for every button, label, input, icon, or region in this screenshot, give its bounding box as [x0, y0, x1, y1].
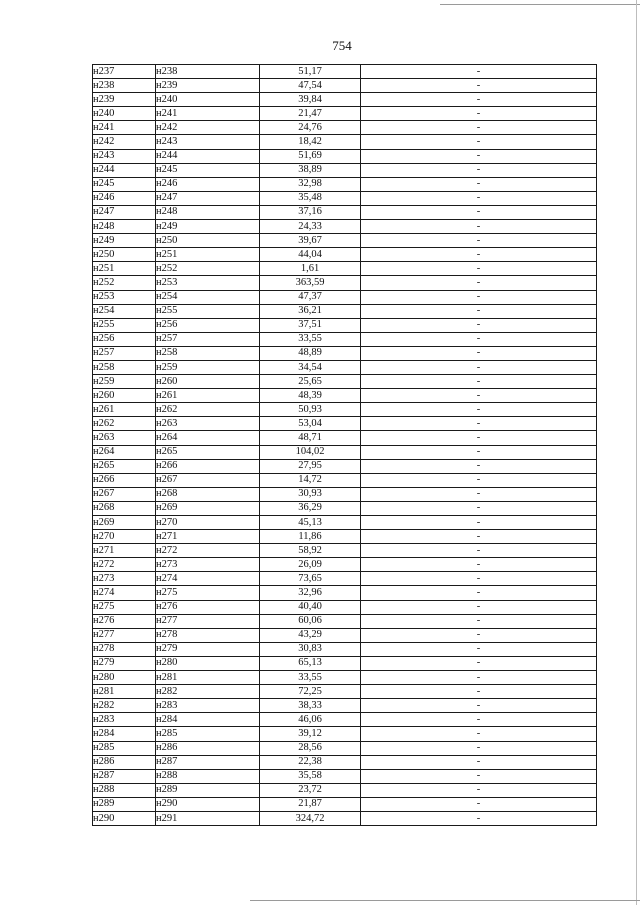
from-point-cell: н275: [93, 600, 156, 614]
length-cell: 11,86: [260, 530, 361, 544]
table-row: [93, 304, 597, 318]
to-point-cell: н255: [156, 304, 260, 318]
to-point-cell: н269: [156, 501, 260, 515]
length-cell: 60,06: [260, 614, 361, 628]
length-cell: 47,54: [260, 79, 361, 93]
to-point-cell: н261: [156, 389, 260, 403]
table-row: [93, 107, 597, 121]
to-point-cell: н253: [156, 276, 260, 290]
length-cell: 46,06: [260, 713, 361, 727]
table-row: [93, 431, 597, 445]
length-cell: 18,42: [260, 135, 361, 149]
table-row: [93, 501, 597, 515]
to-point-cell: н275: [156, 586, 260, 600]
to-point-cell: н248: [156, 205, 260, 219]
from-point-cell: н241: [93, 121, 156, 135]
length-cell: 37,51: [260, 318, 361, 332]
length-cell: 48,89: [260, 346, 361, 360]
table-row: [93, 797, 597, 811]
page-number: 754: [332, 38, 352, 53]
table-row: [93, 783, 597, 797]
table-row: [93, 727, 597, 741]
from-point-cell: н239: [93, 93, 156, 107]
from-point-cell: н259: [93, 375, 156, 389]
note-cell: -: [361, 586, 597, 600]
from-point-cell: н267: [93, 487, 156, 501]
from-point-cell: н237: [93, 65, 156, 79]
note-cell: -: [361, 304, 597, 318]
length-cell: 47,37: [260, 290, 361, 304]
length-cell: 21,47: [260, 107, 361, 121]
note-cell: -: [361, 544, 597, 558]
to-point-cell: н260: [156, 375, 260, 389]
table-row: [93, 220, 597, 234]
table-row: [93, 671, 597, 685]
length-cell: 53,04: [260, 417, 361, 431]
length-cell: 48,71: [260, 431, 361, 445]
note-cell: -: [361, 783, 597, 797]
table-row: [93, 65, 597, 79]
table-row: [93, 642, 597, 656]
note-cell: -: [361, 558, 597, 572]
table-row: [93, 614, 597, 628]
table-row: [93, 741, 597, 755]
note-cell: -: [361, 685, 597, 699]
from-point-cell: н247: [93, 205, 156, 219]
to-point-cell: н271: [156, 530, 260, 544]
length-cell: 51,17: [260, 65, 361, 79]
to-point-cell: н252: [156, 262, 260, 276]
to-point-cell: н283: [156, 699, 260, 713]
table-row: [93, 811, 597, 825]
length-cell: 25,65: [260, 375, 361, 389]
from-point-cell: н268: [93, 501, 156, 515]
length-cell: 30,83: [260, 642, 361, 656]
table-row: [93, 586, 597, 600]
to-point-cell: н288: [156, 769, 260, 783]
note-cell: -: [361, 360, 597, 374]
length-cell: 39,84: [260, 93, 361, 107]
note-cell: -: [361, 163, 597, 177]
table-row: [93, 769, 597, 783]
note-cell: -: [361, 107, 597, 121]
length-cell: 104,02: [260, 445, 361, 459]
table-row: [93, 600, 597, 614]
to-point-cell: н279: [156, 642, 260, 656]
length-cell: 39,12: [260, 727, 361, 741]
note-cell: -: [361, 318, 597, 332]
note-cell: -: [361, 220, 597, 234]
length-cell: 21,87: [260, 797, 361, 811]
from-point-cell: н280: [93, 671, 156, 685]
from-point-cell: н240: [93, 107, 156, 121]
table-row: [93, 276, 597, 290]
length-cell: 324,72: [260, 811, 361, 825]
from-point-cell: н284: [93, 727, 156, 741]
from-point-cell: н256: [93, 332, 156, 346]
to-point-cell: н243: [156, 135, 260, 149]
to-point-cell: н291: [156, 811, 260, 825]
to-point-cell: н273: [156, 558, 260, 572]
length-cell: 24,33: [260, 220, 361, 234]
from-point-cell: н243: [93, 149, 156, 163]
to-point-cell: н244: [156, 149, 260, 163]
note-cell: -: [361, 445, 597, 459]
length-cell: 35,48: [260, 191, 361, 205]
to-point-cell: н272: [156, 544, 260, 558]
note-cell: -: [361, 501, 597, 515]
from-point-cell: н287: [93, 769, 156, 783]
table-row: [93, 191, 597, 205]
note-cell: -: [361, 290, 597, 304]
to-point-cell: н266: [156, 459, 260, 473]
length-cell: 34,54: [260, 360, 361, 374]
length-cell: 36,29: [260, 501, 361, 515]
length-cell: 48,39: [260, 389, 361, 403]
table-row: [93, 403, 597, 417]
note-cell: -: [361, 375, 597, 389]
to-point-cell: н263: [156, 417, 260, 431]
note-cell: -: [361, 248, 597, 262]
to-point-cell: н242: [156, 121, 260, 135]
from-point-cell: н257: [93, 346, 156, 360]
length-cell: 33,55: [260, 671, 361, 685]
from-point-cell: н253: [93, 290, 156, 304]
table-row: [93, 248, 597, 262]
from-point-cell: н260: [93, 389, 156, 403]
from-point-cell: н277: [93, 628, 156, 642]
to-point-cell: н278: [156, 628, 260, 642]
note-cell: -: [361, 431, 597, 445]
from-point-cell: н290: [93, 811, 156, 825]
length-cell: 24,76: [260, 121, 361, 135]
table-row: [93, 487, 597, 501]
length-cell: 22,38: [260, 755, 361, 769]
table-body: [93, 65, 597, 826]
note-cell: -: [361, 417, 597, 431]
from-point-cell: н282: [93, 699, 156, 713]
from-point-cell: н254: [93, 304, 156, 318]
length-cell: 45,13: [260, 516, 361, 530]
table-row: [93, 516, 597, 530]
from-point-cell: н248: [93, 220, 156, 234]
table-row: [93, 135, 597, 149]
table-row: [93, 375, 597, 389]
table-row: [93, 290, 597, 304]
to-point-cell: н259: [156, 360, 260, 374]
from-point-cell: н283: [93, 713, 156, 727]
table-row: [93, 177, 597, 191]
note-cell: -: [361, 699, 597, 713]
to-point-cell: н284: [156, 713, 260, 727]
to-point-cell: н254: [156, 290, 260, 304]
length-cell: 51,69: [260, 149, 361, 163]
table-row: [93, 121, 597, 135]
scan-edge-top: [440, 4, 640, 5]
to-point-cell: н258: [156, 346, 260, 360]
note-cell: -: [361, 121, 597, 135]
note-cell: -: [361, 755, 597, 769]
table-row: [93, 755, 597, 769]
boundary-points-table: [92, 64, 597, 826]
from-point-cell: н242: [93, 135, 156, 149]
from-point-cell: н252: [93, 276, 156, 290]
length-cell: 37,16: [260, 205, 361, 219]
length-cell: 73,65: [260, 572, 361, 586]
table-row: [93, 149, 597, 163]
table-row: [93, 685, 597, 699]
length-cell: 32,98: [260, 177, 361, 191]
to-point-cell: н251: [156, 248, 260, 262]
note-cell: -: [361, 516, 597, 530]
to-point-cell: н239: [156, 79, 260, 93]
table-row: [93, 205, 597, 219]
note-cell: -: [361, 262, 597, 276]
length-cell: 14,72: [260, 473, 361, 487]
from-point-cell: н238: [93, 79, 156, 93]
to-point-cell: н287: [156, 755, 260, 769]
from-point-cell: н288: [93, 783, 156, 797]
from-point-cell: н261: [93, 403, 156, 417]
from-point-cell: н279: [93, 656, 156, 670]
to-point-cell: н282: [156, 685, 260, 699]
note-cell: -: [361, 346, 597, 360]
length-cell: 43,29: [260, 628, 361, 642]
length-cell: 58,92: [260, 544, 361, 558]
from-point-cell: н286: [93, 755, 156, 769]
to-point-cell: н238: [156, 65, 260, 79]
to-point-cell: н256: [156, 318, 260, 332]
from-point-cell: н251: [93, 262, 156, 276]
table-row: [93, 628, 597, 642]
length-cell: 26,09: [260, 558, 361, 572]
note-cell: -: [361, 459, 597, 473]
to-point-cell: н289: [156, 783, 260, 797]
to-point-cell: н257: [156, 332, 260, 346]
note-cell: -: [361, 769, 597, 783]
note-cell: -: [361, 713, 597, 727]
table-row: [93, 417, 597, 431]
from-point-cell: н263: [93, 431, 156, 445]
note-cell: -: [361, 572, 597, 586]
note-cell: -: [361, 389, 597, 403]
note-cell: -: [361, 642, 597, 656]
to-point-cell: н246: [156, 177, 260, 191]
note-cell: -: [361, 135, 597, 149]
to-point-cell: н240: [156, 93, 260, 107]
length-cell: 44,04: [260, 248, 361, 262]
to-point-cell: н276: [156, 600, 260, 614]
table-row: [93, 389, 597, 403]
from-point-cell: н250: [93, 248, 156, 262]
table-row: [93, 360, 597, 374]
scan-edge-bottom: [250, 900, 640, 901]
note-cell: -: [361, 797, 597, 811]
from-point-cell: н265: [93, 459, 156, 473]
length-cell: 39,67: [260, 234, 361, 248]
from-point-cell: н244: [93, 163, 156, 177]
note-cell: -: [361, 600, 597, 614]
note-cell: -: [361, 403, 597, 417]
table-row: [93, 262, 597, 276]
length-cell: 27,95: [260, 459, 361, 473]
note-cell: -: [361, 614, 597, 628]
note-cell: -: [361, 727, 597, 741]
from-point-cell: н258: [93, 360, 156, 374]
to-point-cell: н247: [156, 191, 260, 205]
to-point-cell: н277: [156, 614, 260, 628]
table-row: [93, 332, 597, 346]
length-cell: 1,61: [260, 262, 361, 276]
to-point-cell: н285: [156, 727, 260, 741]
note-cell: -: [361, 530, 597, 544]
from-point-cell: н285: [93, 741, 156, 755]
table-row: [93, 346, 597, 360]
from-point-cell: н266: [93, 473, 156, 487]
from-point-cell: н272: [93, 558, 156, 572]
note-cell: -: [361, 93, 597, 107]
note-cell: -: [361, 65, 597, 79]
length-cell: 33,55: [260, 332, 361, 346]
to-point-cell: н286: [156, 741, 260, 755]
to-point-cell: н262: [156, 403, 260, 417]
from-point-cell: н274: [93, 586, 156, 600]
table-row: [93, 699, 597, 713]
from-point-cell: н278: [93, 642, 156, 656]
note-cell: -: [361, 149, 597, 163]
table-row: [93, 473, 597, 487]
note-cell: -: [361, 332, 597, 346]
to-point-cell: н249: [156, 220, 260, 234]
length-cell: 28,56: [260, 741, 361, 755]
note-cell: -: [361, 191, 597, 205]
length-cell: 38,89: [260, 163, 361, 177]
to-point-cell: н245: [156, 163, 260, 177]
length-cell: 32,96: [260, 586, 361, 600]
table-row: [93, 544, 597, 558]
from-point-cell: н271: [93, 544, 156, 558]
length-cell: 40,40: [260, 600, 361, 614]
from-point-cell: н273: [93, 572, 156, 586]
from-point-cell: н264: [93, 445, 156, 459]
length-cell: 35,58: [260, 769, 361, 783]
from-point-cell: н270: [93, 530, 156, 544]
length-cell: 36,21: [260, 304, 361, 318]
to-point-cell: н268: [156, 487, 260, 501]
from-point-cell: н289: [93, 797, 156, 811]
to-point-cell: н270: [156, 516, 260, 530]
to-point-cell: н250: [156, 234, 260, 248]
from-point-cell: н262: [93, 417, 156, 431]
note-cell: -: [361, 276, 597, 290]
table-row: [93, 530, 597, 544]
length-cell: 38,33: [260, 699, 361, 713]
from-point-cell: н245: [93, 177, 156, 191]
note-cell: -: [361, 487, 597, 501]
table-row: [93, 713, 597, 727]
to-point-cell: н267: [156, 473, 260, 487]
length-cell: 23,72: [260, 783, 361, 797]
note-cell: -: [361, 628, 597, 642]
note-cell: -: [361, 656, 597, 670]
length-cell: 30,93: [260, 487, 361, 501]
table-row: [93, 93, 597, 107]
note-cell: -: [361, 205, 597, 219]
scan-edge-right: [636, 0, 637, 905]
from-point-cell: н281: [93, 685, 156, 699]
note-cell: -: [361, 741, 597, 755]
from-point-cell: н246: [93, 191, 156, 205]
to-point-cell: н265: [156, 445, 260, 459]
table-row: [93, 445, 597, 459]
length-cell: 65,13: [260, 656, 361, 670]
to-point-cell: н274: [156, 572, 260, 586]
table-row: [93, 79, 597, 93]
table-row: [93, 459, 597, 473]
note-cell: -: [361, 671, 597, 685]
table-row: [93, 234, 597, 248]
note-cell: -: [361, 234, 597, 248]
note-cell: -: [361, 811, 597, 825]
to-point-cell: н281: [156, 671, 260, 685]
table-row: [93, 572, 597, 586]
to-point-cell: н241: [156, 107, 260, 121]
to-point-cell: н290: [156, 797, 260, 811]
table-row: [93, 656, 597, 670]
from-point-cell: н276: [93, 614, 156, 628]
note-cell: -: [361, 473, 597, 487]
table-row: [93, 163, 597, 177]
length-cell: 363,59: [260, 276, 361, 290]
note-cell: -: [361, 79, 597, 93]
table-row: [93, 558, 597, 572]
from-point-cell: н255: [93, 318, 156, 332]
note-cell: -: [361, 177, 597, 191]
to-point-cell: н264: [156, 431, 260, 445]
length-cell: 72,25: [260, 685, 361, 699]
from-point-cell: н249: [93, 234, 156, 248]
table-row: [93, 318, 597, 332]
from-point-cell: н269: [93, 516, 156, 530]
to-point-cell: н280: [156, 656, 260, 670]
length-cell: 50,93: [260, 403, 361, 417]
